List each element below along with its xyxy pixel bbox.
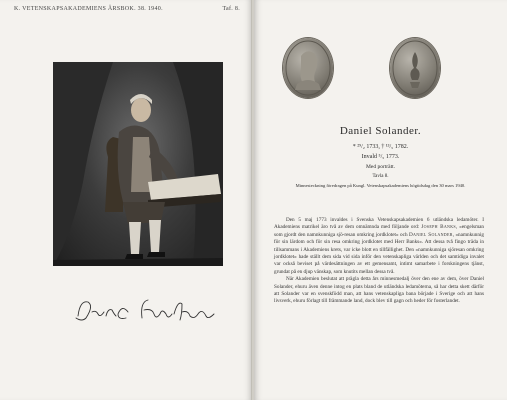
medal-portrait-icon (283, 38, 333, 98)
running-head (14, 6, 240, 12)
election-date: Invald ⁵/₅ 1773. (361, 154, 400, 160)
left-page (0, 0, 252, 400)
paragraph-1-part-a: Den 5 maj 1773 invaldes i Svenska Vetenskapsakademien 6 utländska ledamöter. I Akademiens matrikel äro två av dem omnämnda med följande ord: (274, 217, 484, 231)
article-body (274, 217, 484, 306)
paragraph-1-part-c: , »namnkunnig för sin lärdom och för sin resa omkring jordklotet med Herr Banks». Att dessa två fingo träda in tillsammans i Akademiens krets, var icke blott en tillfällighet. Den »namnkunniga sjöresan omkring jordklotet» hade ställt dem sida vid sida inför den vetenskapliga världen och det samtidiga invalet var också beviset på värdesättningen av ett gemensamt, intimt samarbete i forskningens tjänst, grundat på en djup vänskap, som knutits mellan dessa två. (274, 231, 484, 275)
memorial-caption: Minnesteckning föredragen på Kungl. Vetenskapsakademiens högtidsdag den 30 mars 1940. (295, 183, 466, 188)
paragraph-1-part-b: , »engelsman som gjordt den namnkunniga sjö-resan omkring jordklotet» och (274, 224, 485, 238)
name-banks: Joseph Banks (421, 224, 456, 231)
medal-obverse (283, 38, 333, 98)
paragraph-1 (274, 217, 484, 276)
portrait-note: Med porträtt. (365, 164, 396, 170)
medal-reverse-icon (390, 38, 440, 98)
name-solander: Daniel Solander (409, 231, 453, 238)
life-dates: * ²⁹/₂ 1733, † ¹³/₅ 1782. (352, 144, 409, 150)
running-head-title: K. VETENSKAPSAKADEMIENS ÅRSBOK. 38. 1940. (14, 6, 163, 12)
paragraph-2: När Akademien beslutat att prägla detta års minnesmedalj över den ene av dem, över Daniel Solander, ehuru även denne intog en plats bland de utländska ledamöterna, så har detta skett därför att Solander var en svenskfödd man, att hans vetenskapliga bana började i Sverige och att hans livsverk, ehuru förlagt till främmande land, dock blev till gagn och heder för fosterlandet. (274, 276, 484, 305)
signature (70, 290, 220, 330)
article-title: Daniel Solander. (339, 125, 422, 137)
portrait-figure-icon (53, 62, 223, 266)
plate-note: Tavla 8. (372, 174, 389, 179)
plate-number: Taf. 8. (222, 6, 240, 12)
signature-icon (70, 290, 220, 330)
medal-reverse (390, 38, 440, 98)
portrait-engraving (53, 62, 223, 266)
